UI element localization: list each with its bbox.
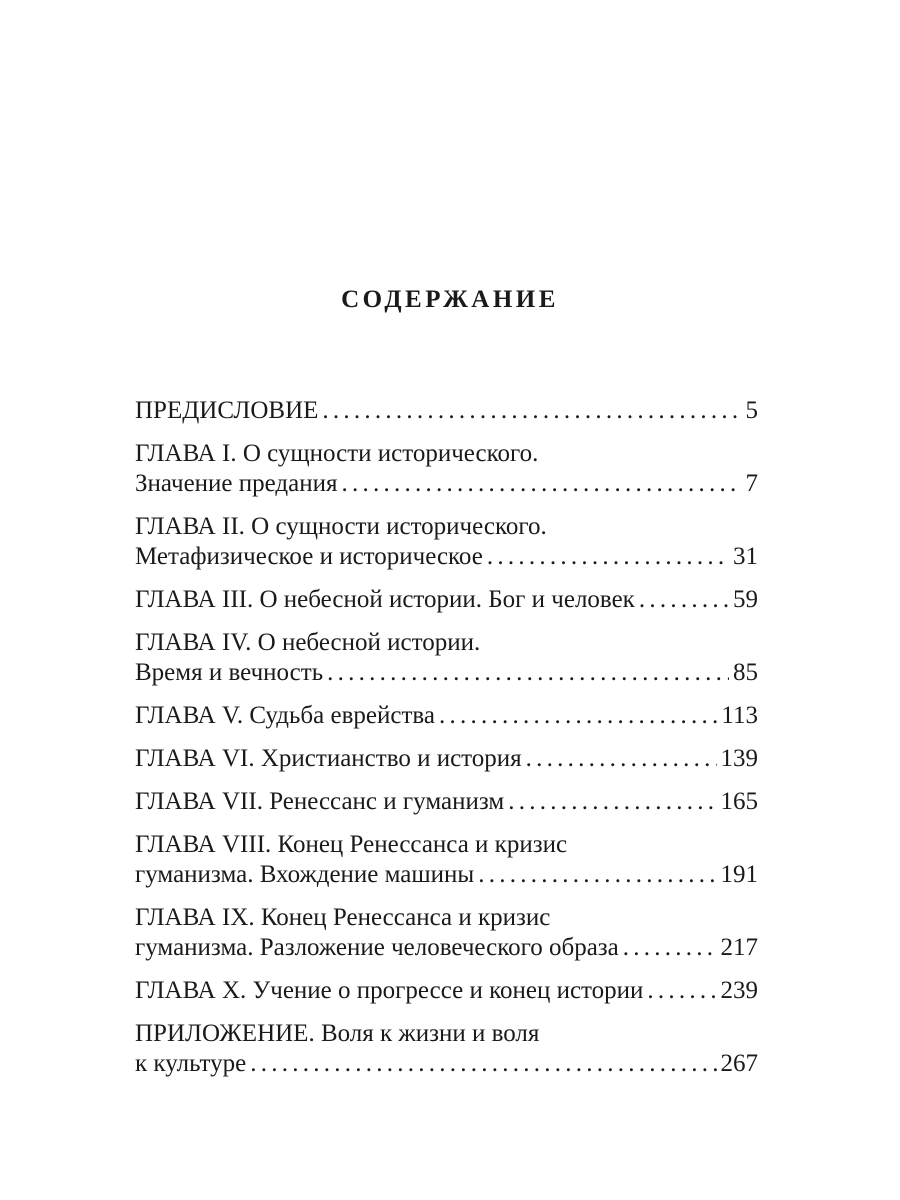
toc-entry-page: 5: [745, 397, 758, 424]
toc-entry-heading: ГЛАВА IV. О небесной истории.: [135, 629, 481, 656]
toc-entry-page: 239: [720, 977, 758, 1004]
dot-leader: [327, 658, 729, 688]
toc-entry[interactable]: [135, 512, 758, 572]
toc-entry-title: Метафизическое и историческое: [135, 543, 483, 570]
dot-leader: [508, 787, 716, 817]
toc-entry-title: гуманизма. Вхождение машины: [135, 861, 475, 888]
dot-leader: [647, 976, 716, 1006]
toc-entry-title: гуманизма. Разложение человеческого образа: [135, 934, 619, 961]
toc-entry[interactable]: [135, 585, 758, 615]
toc-entry[interactable]: [135, 744, 758, 774]
toc-entry-title: ПРЕДИСЛОВИЕ: [135, 397, 319, 424]
toc-entry-page: 191: [720, 861, 758, 888]
toc-entry[interactable]: [135, 701, 758, 731]
toc-entry[interactable]: [135, 439, 758, 499]
dot-leader: [623, 933, 717, 963]
toc-entry-page: 7: [745, 470, 758, 497]
toc-entry-page: 113: [721, 702, 758, 729]
dot-leader: [322, 396, 741, 426]
dot-leader: [439, 701, 717, 731]
toc-entry-heading: ГЛАВА IX. Конец Ренессанса и кризис: [135, 904, 551, 931]
dot-leader: [487, 542, 729, 572]
toc-entry[interactable]: [135, 903, 758, 963]
toc-entry-title: ГЛАВА VI. Христианство и история: [135, 745, 522, 772]
toc-entry-heading: ГЛАВА I. О сущности исторического.: [135, 440, 539, 467]
toc-entry[interactable]: [135, 396, 758, 426]
toc-entry-page: 31: [733, 543, 758, 570]
toc-entry[interactable]: [135, 628, 758, 688]
toc-entry[interactable]: [135, 830, 758, 890]
toc-entry-page: 139: [720, 745, 758, 772]
toc-entry-title: ГЛАВА X. Учение о прогрессе и конец истории: [135, 977, 644, 1004]
toc-entry-title: ГЛАВА III. О небесной истории. Бог и человек: [135, 586, 635, 613]
toc-entry-title: Значение предания: [135, 470, 338, 497]
toc-entry-title: Время и вечность: [135, 659, 324, 686]
page-title: СОДЕРЖАНИЕ: [341, 286, 559, 313]
toc-entry[interactable]: [135, 1019, 758, 1079]
toc-entry-title: ГЛАВА VII. Ренессанс и гуманизм: [135, 788, 505, 815]
dot-leader: [639, 585, 729, 615]
table-of-contents: [135, 396, 758, 1092]
toc-entry[interactable]: [135, 976, 758, 1006]
toc-entry-page: 59: [733, 586, 758, 613]
toc-entry-page: 217: [720, 934, 758, 961]
dot-leader: [342, 469, 742, 499]
dot-leader: [526, 744, 717, 774]
toc-entry-title: ГЛАВА V. Судьба еврейства: [135, 702, 435, 729]
toc-entry-title: к культуре: [135, 1050, 247, 1077]
toc-entry-heading: ГЛАВА VIII. Конец Ренессанса и кризис: [135, 831, 568, 858]
toc-entry-page: 267: [720, 1050, 758, 1077]
toc-entry-page: 85: [733, 659, 758, 686]
toc-entry-page: 165: [720, 788, 758, 815]
dot-leader: [250, 1049, 716, 1079]
toc-entry-heading: ПРИЛОЖЕНИЕ. Воля к жизни и воля: [135, 1020, 540, 1047]
toc-entry[interactable]: [135, 787, 758, 817]
toc-entry-heading: ГЛАВА II. О сущности исторического.: [135, 513, 547, 540]
dot-leader: [478, 860, 716, 890]
